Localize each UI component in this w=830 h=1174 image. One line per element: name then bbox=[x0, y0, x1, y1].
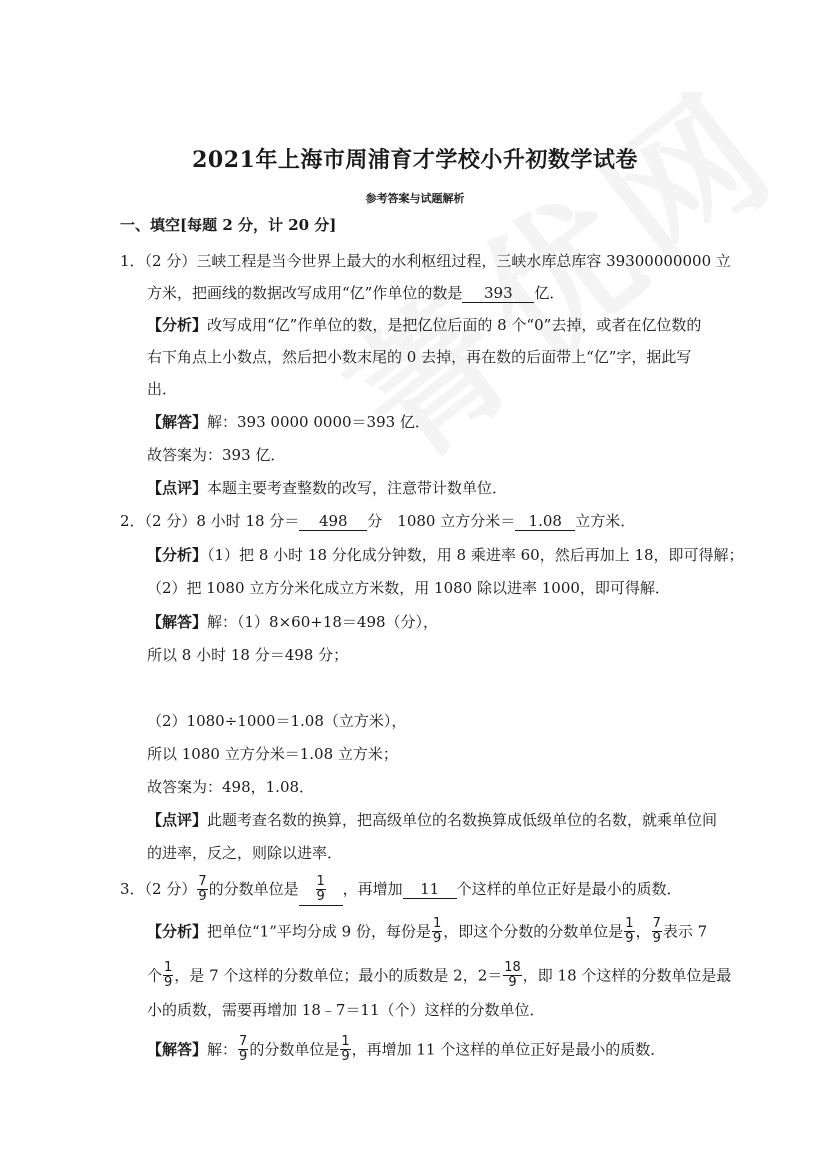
q3-analysis-text-1c: ， bbox=[635, 922, 651, 941]
q2-solution-tag: 【解答】 bbox=[147, 613, 208, 631]
fraction-numerator: 1 bbox=[432, 916, 442, 931]
q2-analysis-1 bbox=[147, 545, 744, 565]
fraction-1-9 bbox=[340, 1035, 350, 1064]
q1-line-2 bbox=[147, 283, 564, 303]
q3-solution-tag: 【解答】 bbox=[147, 1040, 208, 1059]
q3-answer-2: 11 bbox=[403, 880, 457, 899]
q2-answer-1: 498 bbox=[299, 512, 367, 531]
fraction-denominator: 9 bbox=[164, 975, 173, 990]
q3-text-1a: （2 分） bbox=[144, 880, 197, 898]
fraction-1-9 bbox=[316, 875, 326, 904]
q2-comment-1 bbox=[147, 810, 717, 830]
q1-comment-text: 本题主要考查整数的改写，注意带计数单位． bbox=[207, 479, 508, 497]
q2-analysis-2: （2）把 1080 立方分米化成立方米数，用 1080 除以进率 1000，即可得解． bbox=[147, 579, 670, 597]
fraction-7-9 bbox=[238, 1035, 248, 1064]
q3-text-1b: 的分数单位是 bbox=[208, 880, 299, 898]
q2-answer-2: 1.08 bbox=[515, 512, 575, 531]
fraction-1-9 bbox=[163, 961, 173, 990]
q1-analysis-text-1: 改写成用“亿”作单位的数，是把亿位后面的 8 个“0”去掉，或者在亿位数的 bbox=[207, 316, 702, 334]
fraction-1-9 bbox=[432, 917, 442, 946]
q1-number: 1． bbox=[120, 252, 145, 270]
q1-comment-tag: 【点评】 bbox=[147, 479, 208, 497]
q2-text-1b: 分 1080 立方分米＝ bbox=[367, 512, 516, 530]
q1-comment bbox=[147, 478, 507, 498]
q3-analysis-3: 小的质数，需要再增加 18﹣7＝11（个）这样的分数单位． bbox=[147, 1001, 545, 1019]
fraction-numerator: 1 bbox=[316, 873, 325, 889]
fraction-denominator: 9 bbox=[432, 931, 442, 946]
q3-analysis-text-2a: 个 bbox=[147, 966, 163, 985]
q2-analysis-tag: 【分析】 bbox=[147, 546, 208, 564]
q3-analysis-tag: 【分析】 bbox=[147, 922, 208, 941]
q3-analysis-text-1a: 把单位“1”平均分成 9 份，每份是 bbox=[207, 922, 431, 941]
q2-line-1 bbox=[120, 511, 635, 531]
q3-analysis-text-2b: ，是 7 个这样的分数单位；最小的质数是 2，2＝ bbox=[174, 966, 503, 985]
q2-number: 2． bbox=[120, 512, 145, 530]
q3-solution-text-a: 解： bbox=[207, 1040, 238, 1059]
section-heading: 一、填空[每题 2 分，计 20 分] bbox=[120, 216, 337, 234]
q2-analysis-text-1: （1）把 8 小时 18 分化成分钟数，用 8 乘进率 60，然后再加上 18，即可得解； bbox=[207, 546, 744, 564]
q1-text-2b: 亿． bbox=[534, 284, 565, 302]
fraction-numerator: 1 bbox=[164, 960, 173, 975]
q3-solution-text-b: 的分数单位是 bbox=[249, 1040, 340, 1059]
q3-solution-text-c: ，再增加 11 个这样的单位正好是最小的质数． bbox=[351, 1040, 666, 1059]
q3-solution bbox=[147, 1036, 665, 1065]
q1-final-answer: 故答案为：393 亿． bbox=[147, 446, 286, 464]
q1-solution bbox=[147, 412, 430, 432]
q3-analysis-text-1b: ，即这个分数的分数单位是 bbox=[443, 922, 624, 941]
fraction-denominator: 9 bbox=[316, 888, 325, 904]
fraction-7-9 bbox=[652, 917, 662, 946]
q2-solution-1 bbox=[147, 612, 438, 632]
fraction-7-9 bbox=[197, 875, 207, 904]
q1-analysis-tag: 【分析】 bbox=[147, 316, 208, 334]
q3-analysis-text-1d: 表示 7 bbox=[662, 922, 708, 941]
q2-solution-2: 所以 8 小时 18 分＝498 分； bbox=[147, 646, 349, 664]
fraction-numerator: 1 bbox=[341, 1034, 350, 1049]
q2-solution-4: 所以 1080 立方分米＝1.08 立方米； bbox=[147, 745, 398, 763]
q3-analysis-2 bbox=[147, 962, 731, 991]
fraction-denominator: 9 bbox=[198, 888, 207, 904]
q2-final-answer: 故答案为：498，1.08． bbox=[147, 778, 315, 796]
q2-text-1a: （2 分）8 小时 18 分＝ bbox=[144, 512, 300, 530]
fraction-denominator: 9 bbox=[239, 1049, 248, 1064]
fraction-18-9 bbox=[503, 961, 522, 990]
fraction-denominator: 9 bbox=[341, 1049, 350, 1064]
q1-analysis-1 bbox=[147, 315, 701, 335]
q2-comment-tag: 【点评】 bbox=[147, 811, 208, 829]
q1-solution-text: 解：393 0000 0000＝393 亿． bbox=[207, 413, 430, 431]
page-subtitle: 参考答案与试题解析 bbox=[365, 192, 465, 205]
q1-line-1 bbox=[120, 251, 731, 271]
fraction-numerator: 7 bbox=[652, 916, 661, 931]
q2-text-1c: 立方米． bbox=[575, 512, 636, 530]
fraction-denominator: 9 bbox=[508, 975, 517, 990]
q1-text-1: （2 分）三峡工程是当今世界上最大的水利枢纽过程，三峡水库总库容 39300000000 立 bbox=[144, 252, 731, 270]
q1-analysis-3: 出． bbox=[147, 380, 178, 398]
q3-analysis-text-2c: ，即 18 个这样的分数单位是最 bbox=[522, 966, 732, 985]
fraction-numerator: 18 bbox=[504, 960, 521, 975]
fraction-numerator: 7 bbox=[239, 1034, 248, 1049]
fraction-denominator: 9 bbox=[652, 931, 661, 946]
fraction-denominator: 9 bbox=[625, 931, 634, 946]
q1-text-2a: 方米，把画线的数据改写成用“亿”作单位的数是 bbox=[147, 284, 463, 302]
fraction-1-9 bbox=[624, 917, 634, 946]
q2-solution-text-1: 解：（1）8×60+18＝498（分）， bbox=[207, 613, 439, 631]
q2-comment-2: 的进率，反之，则除以进率． bbox=[147, 844, 343, 862]
q2-solution-3: （2）1080÷1000＝1.08（立方米）， bbox=[147, 712, 407, 730]
q3-number: 3． bbox=[120, 880, 145, 898]
q3-analysis-1 bbox=[147, 918, 707, 947]
q3-text-1c: ，再增加 bbox=[342, 880, 403, 898]
page-title: 2021年上海市周浦育才学校小升初数学试卷 bbox=[192, 147, 638, 173]
fraction-numerator: 7 bbox=[198, 873, 207, 889]
q3-answer-1 bbox=[299, 874, 343, 906]
q3-text-1d: 个这样的单位正好是最小的质数． bbox=[456, 880, 682, 898]
q2-comment-text-1: 此题考查名数的换算，把高级单位的名数换算成低级单位的名数，就乘单位间 bbox=[207, 811, 718, 829]
q3-line-1 bbox=[120, 874, 682, 906]
q1-answer: 393 bbox=[462, 284, 534, 303]
q1-analysis-2: 右下角点上小数点，然后把小数末尾的 0 去掉，再在数的后面带上“亿”字，据此写 bbox=[147, 348, 692, 366]
fraction-numerator: 1 bbox=[625, 916, 634, 931]
q1-solution-tag: 【解答】 bbox=[147, 413, 208, 431]
